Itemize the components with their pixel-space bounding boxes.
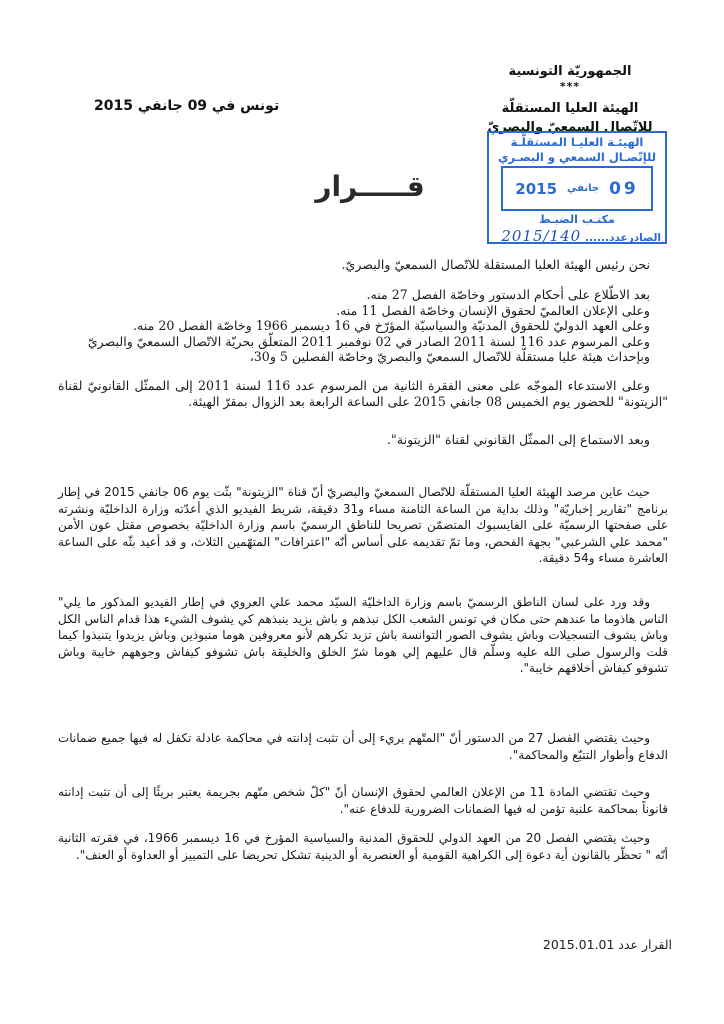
legal-paragraph-3: وحيث يقتضي الفصل 20 من العهد الدولي للحقوق المدنية والسياسية المؤرخ في 16 ديسمبر 1966، في فقرته الثانية أنّه " تحظّر بالقانون أية دعوة إلى الكراهية القومية أو العنصرية أو الدينية تشكل تحريضا على التمييز أو العداوة أو العنف".	[58, 831, 668, 862]
separator-stars: ***	[559, 80, 581, 93]
stamp-month: جانفي	[567, 183, 600, 194]
hearing-paragraph-block	[58, 432, 668, 448]
findings-paragraph-1-block	[58, 484, 668, 567]
preamble-item: بعد الاطّلاع على أحكام الدستور وخاصّة الفصل 27 منه.	[366, 287, 650, 302]
place-date: تونس في 09 جانفي 2015	[94, 98, 280, 114]
preamble-item: وعلى الإعلان العالميّ لحقوق الإنسان وخاصّة الفصل 11 منه.	[336, 302, 650, 318]
document-title: قـــــرار	[315, 170, 425, 203]
stamp-outgoing-number: 2015/140	[501, 227, 582, 245]
letterhead	[460, 62, 680, 137]
summons-paragraph-block	[58, 378, 668, 409]
country-name: الجمهوريّة التونسية	[508, 64, 632, 79]
preamble-intro: نحن رئيس الهيئة العليا المستقلة للاتّصال السمعيّ والبصريّ.	[341, 257, 650, 272]
findings-paragraph-2: وقد ورد على لسان الناطق الرسميّ باسم وزارة الداخليّة السيّد محمد علي العروي في إطار الفيديو المذكور ما يلي" الناس هاذوما ما عندهم حتى مكان في تونس الشعب الكل نبذهم و باش يزيد ينبذهم كي يشوف الشيء هذا قدام الناس الكل وباش يشوف التسجيلات وباش يشوف الصور التوانسة باش تزيد تكرهم لأنو معروفين هوما منبوذين وباش يزيدوا يتنبذوا كيما قلت والرسول صلى الله عليه وسلّم قال عليهم إلي هوما شرّ الخلق والخليقة باش تشوفو كيفاش وجوههم خايبة وباش تشوفو كيفاش أخلاقهم خايبة".	[58, 595, 668, 676]
preamble-item: وعلى العهد الدوليّ للحقوق المدنيّة والسياسيّة المؤرّخ في 16 ديسمبر 1966 وخاصّة الفصل 20 منه.	[133, 318, 650, 333]
stamp-day: 09	[609, 178, 639, 199]
authority-name-line2: للاتّصال السمعيّ والبصريّ	[487, 120, 653, 135]
stamp-office: مكتـب الضبـط	[539, 213, 615, 226]
decision-reference: القرار عدد 2015.01.01	[542, 937, 672, 952]
stamp-authority-line1: الهيئـة العليـا المستقلّـة	[510, 135, 644, 149]
stamp-outgoing-label: الصادرعدد......	[585, 232, 661, 244]
stamp-outgoing	[493, 227, 661, 245]
legal-paragraph-2: وحيث تقتضي المادة 11 من الإعلان العالمي لحقوق الإنسان أنّ "كلّ شخص متّهم بجريمة يعتبر بريئًا إلى أن تثبت إدانته قانوناً بمحاكمة علنية تؤمن له فيها الضمانات الضرورية للدفاع عنه".	[58, 785, 668, 816]
preamble-item: وعلى المرسوم عدد 116 لسنة 2011 الصادر في 02 نوفمبر 2011 المتعلّق بحريّة الاتّصال السمعيّ والبصريّ	[87, 333, 650, 349]
registry-stamp	[487, 131, 667, 244]
authority-name-line1: الهيئة العليا المستقلّة	[501, 101, 639, 116]
stamp-date-box	[501, 166, 653, 211]
legal-paragraph-3-block	[58, 830, 668, 863]
stamp-year: 2015	[515, 179, 558, 198]
legal-paragraph-1-block	[58, 730, 668, 763]
preamble-list	[58, 287, 668, 365]
findings-paragraph-1: حيث عاين مرصد الهيئة العليا المستقلّة للاتّصال السمعيّ والبصريّ أنّ قناة "الزيتونة" بثّت يوم 06 جانفي 2015 في إطار برنامج "تقارير إخباريّة" وذلك بداية من الساعة الثامنة مساء و31 دقيقة، شريط الفيديو الذي أعدّته وزارة الداخليّة ونشرته على صفحتها الرسميّة على الفايسبوك المتضمّن تصريحا للناطق الرسميّ باسم وزارة الداخليّة بخصوص مقتل عون الأمن "محمد علي الشرعبي" بجهة الفحص، وما تمّ تقديمه على أساس أنّه "اعترافات" المتهّمين الثلاث، و قد أعيد بثّه على الساعة العاشرة مساء و54 دقيقة.	[58, 485, 669, 566]
preamble-item: وبإحداث هيئة عليا مستقلّة للاتّصال السمعيّ والبصريّ وخاصّة الفصلين 5 و30،	[249, 349, 650, 364]
summons-paragraph: وعلى الاستدعاء الموجّه على معنى الفقرة الثانية من المرسوم عدد 116 لسنة 2011 إلى الممثّل القانونيّ لقناة "الزيتونة" للحضور يوم الخميس 08 جانفي 2015 على الساعة الرابعة بعد الزوال بمقرّ الهيئة.	[58, 378, 668, 409]
findings-paragraph-2-block	[58, 594, 668, 677]
stamp-authority-line2: للإتّصـال السمعي و البصـري	[497, 150, 657, 164]
legal-paragraph-2-block	[58, 784, 668, 817]
legal-paragraph-1: وحيث يقتضي الفصل 27 من الدستور أنّ "المتّهم بريء إلى أن تثبت إدانته في محاكمة عادلة تكفل له فيها جميع ضمانات الدفاع وأطوار التتبّع والمحاكمة".	[58, 731, 668, 762]
preamble-intro-block	[58, 257, 668, 273]
hearing-paragraph: وبعد الاستماع إلى الممثّل القانوني لقناة "الزيتونة".	[387, 432, 650, 447]
